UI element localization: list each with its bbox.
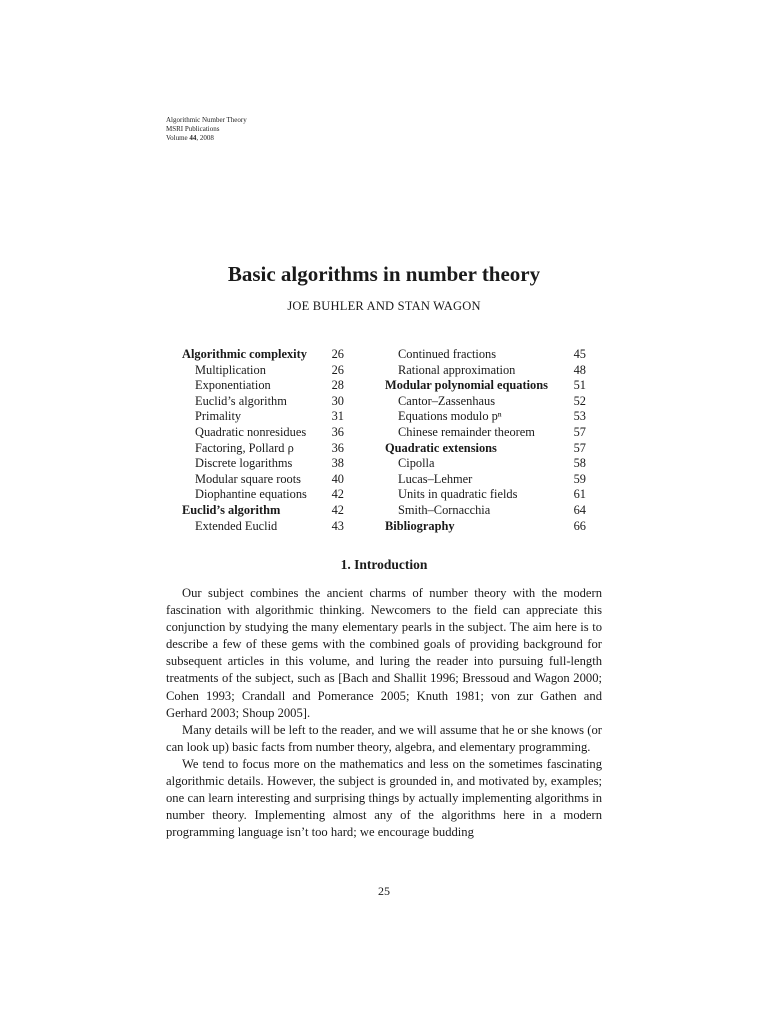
- volume-number: 44: [189, 134, 197, 142]
- volume-suffix: , 2008: [196, 134, 214, 142]
- toc-entry-label: Euclid’s algorithm: [195, 393, 287, 408]
- page-number: 25: [378, 884, 390, 898]
- toc-entry: [385, 425, 586, 441]
- toc-entry: [182, 472, 344, 488]
- toc-entry-page: 28: [331, 378, 344, 393]
- toc-entry-page: 43: [331, 518, 344, 533]
- volume-prefix: Volume: [166, 134, 190, 142]
- toc-entry-page: 59: [573, 471, 586, 486]
- toc-entry-label: Algorithmic complexity: [182, 347, 307, 361]
- toc-entry: [385, 503, 586, 519]
- toc-entry-page: 57: [573, 440, 586, 455]
- toc-left-column: [182, 347, 344, 534]
- toc-entry: [385, 409, 586, 425]
- toc-entry-label: Exponentiation: [195, 378, 271, 393]
- toc-entry: [182, 519, 344, 535]
- toc-entry: [385, 472, 586, 488]
- toc-entry-label: Smith–Cornacchia: [398, 502, 491, 517]
- toc-entry-label: Cantor–Zassenhaus: [398, 393, 496, 408]
- toc-entry: [182, 363, 344, 379]
- toc-entry-label: Quadratic nonresidues: [195, 424, 307, 439]
- toc-entry-page: 42: [331, 502, 344, 517]
- toc-entry: [182, 425, 344, 441]
- toc-entry-label: Discrete logarithms: [195, 456, 293, 471]
- toc-entry: [385, 456, 586, 472]
- toc-entry-page: 26: [331, 347, 344, 361]
- toc-entry-label: Units in quadratic fields: [398, 487, 518, 502]
- toc-entry-label: Extended Euclid: [195, 518, 278, 533]
- toc-entry-page: 38: [331, 456, 344, 471]
- toc-entry: [182, 456, 344, 472]
- toc-entry: [182, 378, 344, 394]
- toc-entry: [385, 394, 586, 410]
- publisher-name: MSRI Publications: [166, 125, 220, 133]
- toc-entry-page: 53: [573, 409, 586, 424]
- toc-entry-label: Equations modulo pⁿ: [398, 409, 502, 424]
- toc-entry-label: Lucas–Lehmer: [398, 471, 473, 486]
- toc-entry-label: Modular square roots: [195, 471, 301, 486]
- toc-entry-label: Diophantine equations: [195, 487, 307, 502]
- toc-entry-page: 57: [573, 424, 586, 439]
- toc-entry: [182, 347, 344, 363]
- toc-entry: [385, 487, 586, 503]
- paragraph: Many details will be left to the reader, and we will assume that he or she knows (or can look up) basic facts from number theory, algebra, and elementary programming.: [166, 722, 602, 754]
- toc-entry-page: 40: [331, 471, 344, 486]
- volume-line: [166, 134, 247, 143]
- toc-entry: [385, 519, 586, 535]
- toc-entry: [385, 441, 586, 457]
- paragraph: Our subject combines the ancient charms of number theory with the modern fascination with algorithmic thinking. Newcomers to the field can appreciate this conjunction by studying the many elementary pearls in the subject. The aim here is to describe a few of these gems with the combined goals of providing background for subsequent articles in this volume, and luring the reader into pursuing full-length treatments of the subject, such as [Bach and Shallit 1996; Bressoud and Wagon 2000; Cohen 1993; Crandall and Pomerance 2005; Knuth 1981; von zur Gathen and Gerhard 2003; Shoup 2005].: [166, 586, 602, 720]
- toc-entry-page: 51: [573, 378, 586, 393]
- toc-entry-page: 36: [331, 440, 344, 455]
- toc-entry: [385, 347, 586, 363]
- toc-entry-page: 58: [573, 456, 586, 471]
- toc-entry-label: Continued fractions: [398, 347, 497, 361]
- toc-entry: [385, 363, 586, 379]
- toc-entry-page: 64: [573, 502, 586, 517]
- toc-entry: [182, 409, 344, 425]
- toc-entry-label: Multiplication: [195, 362, 266, 377]
- toc-entry-page: 30: [331, 393, 344, 408]
- toc-entry-page: 42: [331, 487, 344, 502]
- toc-entry-label: Cipolla: [398, 456, 435, 471]
- toc-entry-label: Euclid’s algorithm: [182, 502, 281, 517]
- toc-entry-page: 66: [573, 518, 586, 533]
- toc-entry-page: 31: [331, 409, 344, 424]
- paragraph: We tend to focus more on the mathematics and less on the sometimes fascinating algorithmic details. However, the subject is grounded in, and motivated by, examples; one can learn interesting and surprising things by actually implementing algorithms in number theory. Implementing almost any of the algorithms here in a modern programming language isn’t too hard; we encourage budding: [166, 756, 602, 840]
- toc-right-column: [385, 347, 586, 534]
- toc-entry: [182, 394, 344, 410]
- toc-entry-label: Chinese remainder theorem: [398, 424, 535, 439]
- paper-authors: JOE BUHLER AND STAN WAGON: [287, 299, 481, 313]
- toc-entry-page: 52: [573, 393, 586, 408]
- toc-entry-label: Quadratic extensions: [385, 440, 497, 455]
- section-heading: 1. Introduction: [340, 557, 428, 572]
- toc-entry: [182, 503, 344, 519]
- publication-header: [166, 116, 247, 143]
- toc-entry-page: 48: [573, 362, 586, 377]
- toc-entry-page: 45: [573, 347, 586, 361]
- toc-entry-label: Modular polynomial equations: [385, 378, 548, 393]
- toc-entry-label: Primality: [195, 409, 242, 424]
- toc-entry-label: Rational approximation: [398, 362, 516, 377]
- toc-entry-page: 26: [331, 362, 344, 377]
- toc-entry: [385, 378, 586, 394]
- toc-entry-label: Bibliography: [385, 518, 455, 533]
- toc-entry-page: 36: [331, 424, 344, 439]
- toc-entry: [182, 487, 344, 503]
- paper-title: Basic algorithms in number theory: [227, 262, 541, 286]
- toc-entry: [182, 441, 344, 457]
- series-name: Algorithmic Number Theory: [166, 116, 247, 124]
- toc-entry-page: 61: [573, 487, 586, 502]
- toc-entry-label: Factoring, Pollard ρ: [195, 440, 294, 455]
- body-text: [166, 585, 602, 841]
